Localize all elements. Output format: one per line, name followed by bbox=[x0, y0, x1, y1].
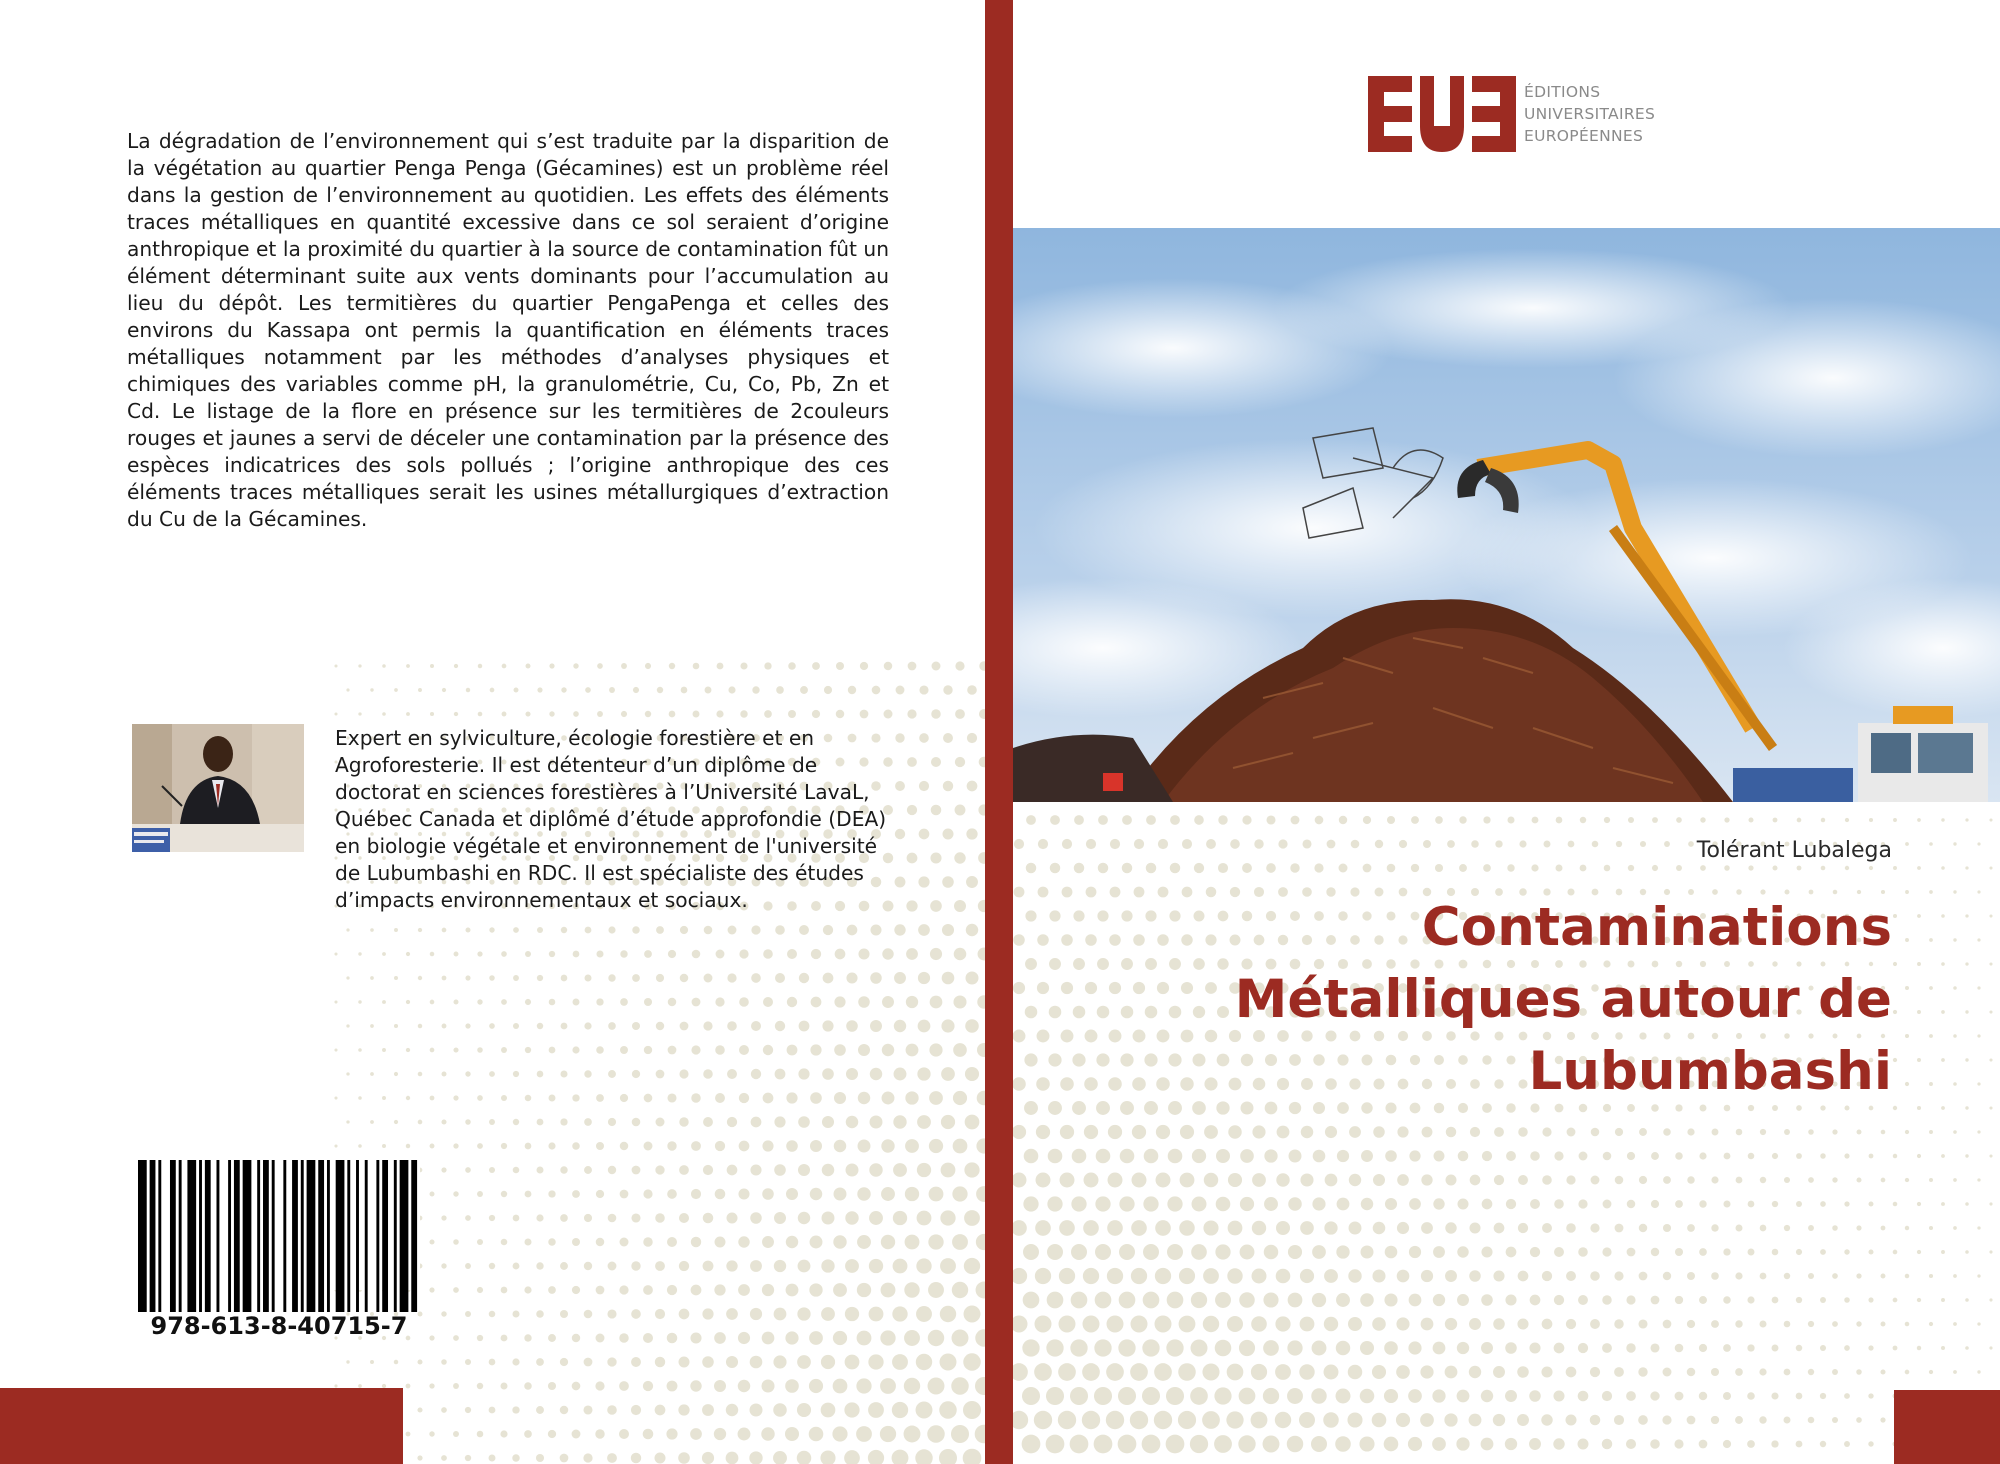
spine bbox=[985, 0, 1013, 1464]
cover-photo bbox=[1013, 228, 2000, 802]
author-bio: Expert en sylviculture, écologie forestière et en Agroforesterie. Il est détenteur d’un diplôme de doctorat en sciences forestières à l’Université LavaL, Québec Canada et diplômé d’étude approfondie (DEA) en biologie végétale et environnement de l'université de Lubumbashi en RDC. Il est spécialiste des études d’impacts environnementaux et sociaux. bbox=[335, 726, 887, 912]
author-photo bbox=[132, 724, 304, 852]
barcode-icon bbox=[138, 1160, 420, 1312]
front-red-band bbox=[1894, 1390, 2000, 1464]
back-cover-blurb: La dégradation de l’environnement qui s’est traduite par la disparition de la végétation au quartier Penga Penga (Gécamines) est un problème réel dans la gestion de l’environnement au quotidien. Les effets des éléments traces métalliques en quantité excessive dans ce sol seraient d’origine anthropique et la proximité du quartier à la source de contamination fût un élément déterminant suite aux vents dominants pour l’accumulation au lieu du dépôt. Les termitières du quartier PengaPenga et celles des environs du Kassapa ont permis la quantification en éléments traces métalliques notamment par les méthodes d’analyses physiques et chimiques des variables comme pH, la granulométrie, Cu, Co, Pb, Zn et Cd. Le listage de la flore en présence sur les termitières de 2couleurs rouges et jaunes a servi de déceler une contamination par la présence des espèces indicatrices des sols pollués ; l’origine anthropique des ces éléments traces métalliques serait les usines métallurgiques d’extraction du Cu de la Gécamines. bbox=[127, 129, 889, 531]
barcode-area bbox=[138, 1160, 420, 1290]
title-line-2: Métalliques autour de bbox=[1234, 969, 1892, 1030]
publisher-line-3: EUROPÉENNES bbox=[1524, 127, 1644, 145]
back-cover bbox=[0, 0, 985, 1464]
publisher-name bbox=[1524, 81, 1655, 147]
publisher-line-2: UNIVERSITAIRES bbox=[1524, 105, 1656, 123]
publisher-line-1: ÉDITIONS bbox=[1524, 83, 1601, 101]
isbn-number: 978-613-8-40715-7 bbox=[150, 1312, 408, 1340]
eue-logo-icon bbox=[1368, 76, 1516, 152]
front-cover bbox=[1013, 0, 2000, 1464]
title-line-1: Contaminations bbox=[1421, 897, 1892, 958]
book-title bbox=[1092, 892, 1892, 1108]
title-line-3: Lubumbashi bbox=[1528, 1041, 1892, 1102]
publisher-logo bbox=[1368, 76, 1668, 152]
back-red-band bbox=[0, 1388, 403, 1464]
cover-author: Tolérant Lubalega bbox=[1696, 838, 1892, 863]
